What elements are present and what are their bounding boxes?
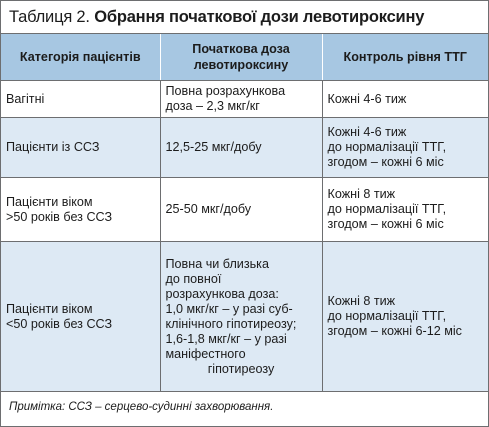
cell-control: Кожні 8 тиж до нормалізації ТТГ, згодом – кожні 6 міс [322, 178, 488, 242]
table-row [1, 81, 488, 118]
header-dose: Початкова доза левотироксину [160, 34, 322, 81]
table-title [1, 1, 488, 33]
table-number: Таблиця 2. [9, 8, 90, 26]
cell-dose: 12,5-25 мкг/добу [160, 118, 322, 178]
table-row [1, 118, 488, 178]
cell-control: Кожні 4-6 тиж до нормалізації ТТГ, згодом – кожні 6 міс [322, 118, 488, 178]
cell-category: Вагітні [1, 81, 160, 118]
cell-category: Пацієнти віком >50 років без ССЗ [1, 178, 160, 242]
header-row [1, 34, 488, 81]
cell-category: Пацієнти віком <50 років без ССЗ [1, 242, 160, 392]
header-category: Категорія пацієнтів [1, 34, 160, 81]
dose-table [1, 33, 488, 392]
cell-category: Пацієнти із ССЗ [1, 118, 160, 178]
cell-dose: 25-50 мкг/добу [160, 178, 322, 242]
cell-control: Кожні 8 тиж до нормалізації ТТГ, згодом – кожні 6-12 міс [322, 242, 488, 392]
table-caption: Обрання початкової дози левотироксину [94, 8, 425, 26]
table-footnote: Примітка: ССЗ – серцево-судинні захворювання. [9, 401, 274, 413]
cell-control: Кожні 4-6 тиж [322, 81, 488, 118]
header-tsh-control: Контроль рівня ТТГ [322, 34, 488, 81]
cell-dose: Повна чи близька до повної розрахункова доза: 1,0 мкг/кг – у разі суб- клінічного гіпотиреозу; 1,6-1,8 мкг/кг – у разі маніфестного гіпотиреозу [160, 242, 322, 392]
table-row [1, 178, 488, 242]
cell-dose: Повна розрахункова доза – 2,3 мкг/кг [160, 81, 322, 118]
table-row [1, 242, 488, 392]
